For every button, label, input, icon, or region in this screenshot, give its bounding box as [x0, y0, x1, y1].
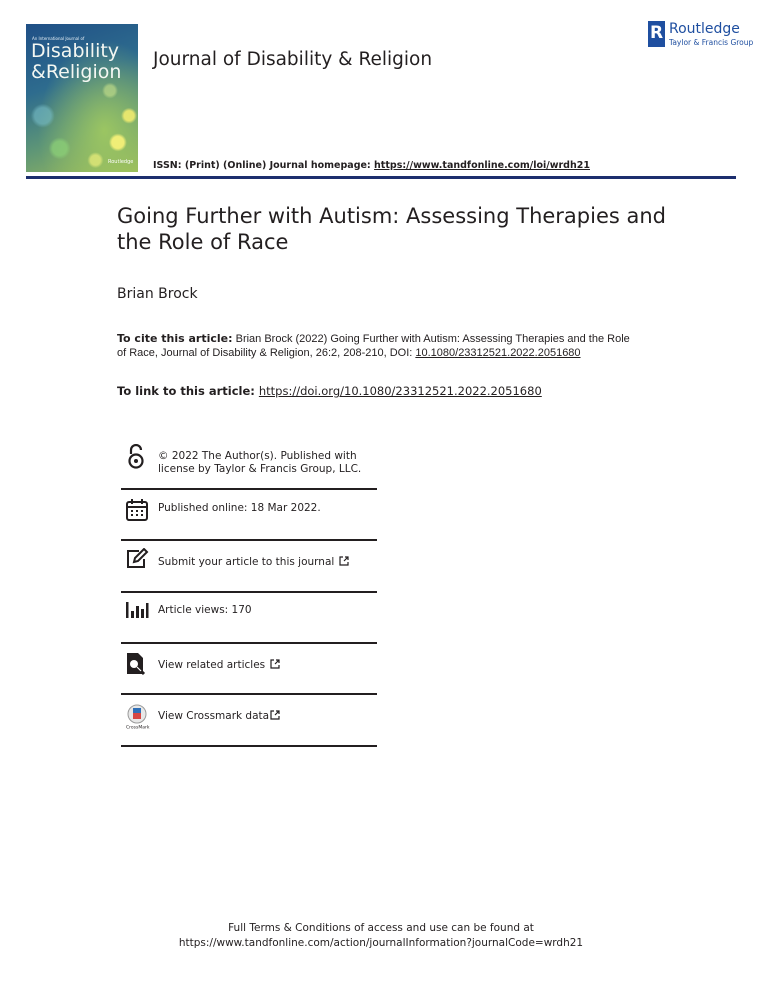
open-access-icon — [125, 444, 147, 470]
footer-terms — [0, 921, 762, 951]
crossmark-label: View Crossmark data — [158, 710, 270, 722]
footer-line1: Full Terms & Conditions of access and use can be found at — [228, 922, 534, 934]
license-text: © 2022 The Author(s). Published with license by Taylor & Francis Group, LLC. — [158, 450, 362, 475]
bar-chart-icon — [125, 600, 149, 620]
related-articles-label: View related articles — [158, 659, 266, 671]
related-articles-link[interactable] — [158, 659, 280, 672]
row-divider — [121, 591, 377, 593]
cover-title-line1: Disability — [31, 40, 120, 62]
article-title: Going Further with Autism: Assessing Therapies and the Role of Race — [117, 204, 667, 254]
cover-title-line2: &Religion — [31, 61, 122, 83]
cite-label: To cite this article: — [117, 332, 233, 345]
calendar-icon — [125, 498, 149, 522]
external-link-icon — [270, 710, 280, 720]
crossmark-logo-text: CrossMark — [126, 725, 150, 730]
issn-homepage-line — [153, 160, 590, 171]
link-label: To link to this article: — [117, 384, 255, 398]
cover-title — [31, 41, 121, 83]
external-link-icon — [270, 659, 280, 669]
article-doi-link[interactable]: https://doi.org/10.1080/23312521.2022.2051680 — [258, 384, 542, 398]
logo-mark-letter: R — [650, 23, 664, 43]
row-divider — [121, 642, 377, 644]
row-divider — [121, 539, 377, 541]
row-divider — [121, 745, 377, 747]
crossmark-icon — [125, 704, 151, 730]
publisher-logo-subtitle: Taylor & Francis Group — [669, 38, 754, 47]
article-author: Brian Brock — [117, 286, 198, 302]
row-divider — [121, 488, 377, 490]
footer-terms-link[interactable]: https://www.tandfonline.com/action/journalInformation?journalCode=wrdh21 — [178, 937, 584, 949]
journal-title: Journal of Disability & Religion — [153, 49, 433, 70]
document-search-icon — [125, 652, 147, 676]
edit-icon — [125, 548, 149, 570]
article-link-line — [117, 384, 542, 398]
issn-text: ISSN: (Print) (Online) Journal homepage: — [153, 160, 375, 171]
submit-article-label: Submit your article to this journal — [158, 556, 335, 568]
published-date-text: Published online: 18 Mar 2022. — [158, 502, 321, 514]
journal-cover-image — [26, 24, 138, 172]
external-link-icon — [339, 556, 349, 566]
cite-doi-link[interactable]: 10.1080/23312521.2022.2051680 — [415, 347, 581, 359]
row-divider — [121, 693, 377, 695]
publisher-logo-name: Routledge — [669, 21, 740, 37]
header-divider — [26, 176, 736, 179]
journal-homepage-link[interactable]: https://www.tandfonline.com/loi/wrdh21 — [374, 160, 590, 171]
routledge-logo-icon — [648, 21, 665, 47]
cover-publisher: Routledge — [108, 159, 134, 165]
submit-article-link[interactable] — [158, 556, 349, 569]
crossmark-link[interactable] — [158, 710, 280, 723]
cover-small-text: An International Journal of — [32, 36, 85, 41]
cite-text: Brian Brock (2022) Going Further with Autism: Assessing Therapies and the Role of Race, Journal of Disability & Religion, 26:2, 208-210, DOI: — [117, 333, 630, 359]
article-views-text: Article views: 170 — [158, 604, 252, 616]
citation-block — [117, 332, 637, 360]
